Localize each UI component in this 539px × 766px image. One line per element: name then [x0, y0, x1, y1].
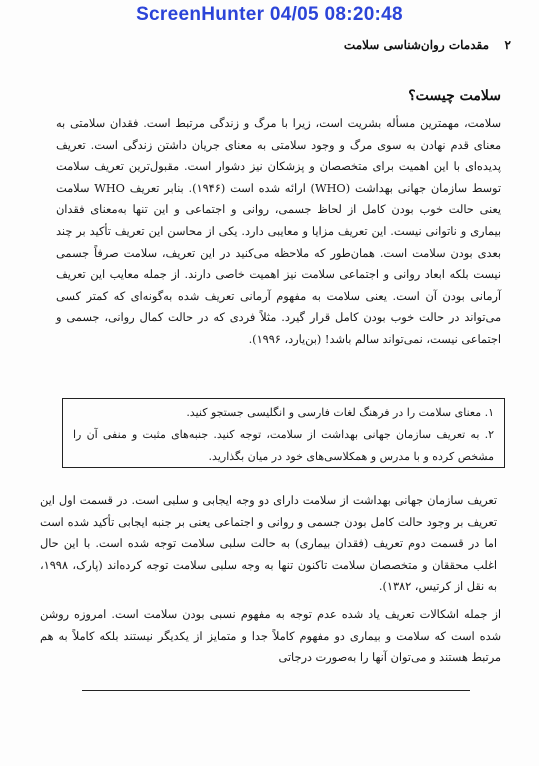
- screenhunter-watermark: ScreenHunter 04/05 08:20:48: [136, 4, 403, 25]
- paragraph-definition: سلامت، مهمترین مسأله بشریت است، زیرا با مرگ و زندگی مرتبط است. فقدان سلامتی به معنای قدم نهادن به سوی مرگ و وجود سلامتی به معنای جریان داشتن زندگی است. تعریف پدیده‌ای با این اهمیت برای متخصصان و پزشکان نیز دشوار است. مقبول‌ترین تعریف سلامت توسط سازمان جهانی بهداشت (WHO) ارائه شده است (۱۹۴۶). بنابر تعریف WHO سلامت یعنی حالت خوب بودن کامل از لحاظ جسمی، روانی و اجتماعی و این تنها به‌معنای فقدان بیماری و ناتوانی نیست. این تعریف مزایا و معایبی دارد. یکی از محاسن این تعریف تأکید بر چند بعدی بودن سلامت است. همان‌طور که ملاحظه می‌کنید در این تعریف، سلامت صرفاً جسمی نیست بلکه ابعاد روانی و اجتماعی سلامت نیز اهمیت خاصی دارند. از جمله معایب این تعریف آرمانی بودن آن است. یعنی سلامت به مفهوم آرمانی تعریف شده به‌گونه‌ای که کمتر کسی می‌تواند در حالت خوب بودن کامل قرار گیرد. مثلاً فردی که در حالت کمال روانی، جسمی و اجتماعی نیست، نمی‌تواند سالم باشد! (بن‌یارد، ۱۹۹۶).: [56, 117, 501, 346]
- exercise-item-2: ۲. به تعریف سازمان جهانی بهداشت از سلامت، توجه کنید. جنبه‌های مثبت و منفی آن را مشخص کرده و با مدرس و همکلاسی‌های خود در میان بگذارید.: [73, 428, 494, 463]
- footnote-divider: [82, 690, 470, 691]
- running-title: مقدمات روان‌شناسی سلامت: [343, 38, 489, 52]
- paragraph-who-definition: تعریف سازمان جهانی بهداشت از سلامت دارای دو وجه ایجابی و سلبی است. در قسمت اول این تعریف بر وجود حالت کامل بودن جسمی و روانی و اجتماعی یعنی بر جنبه ایجابی تأکید شده است اما در قسمت دوم تعریف (فقدان بیماری) به حالت سلبی سلامت توجه شده است. با این حال اغلب محققان و متخصصان سلامت تاکنون تنها به وجه سلبی سلامت توجه کرده‌اند (پارک، ۱۹۹۸، به نقل از کرتیس، ۱۳۸۲).: [40, 494, 497, 594]
- paragraph-relative-health: از جمله اشکالات تعریف یاد شده عدم توجه به مفهوم نسبی بودن سلامت است. امروزه روشن شده است که سلامت و بیماری دو مفهوم کاملاً جدا و متمایز از یکدیگر نیستند بلکه کاملاً به هم مرتبط هستند و می‌توان آنها را به‌صورت درجاتی: [40, 608, 501, 665]
- exercise-box: [62, 398, 505, 468]
- page-number: ۲: [504, 38, 511, 52]
- exercise-item-1: ۱. معنای سلامت را در فرهنگ لغات فارسی و انگلیسی جستجو کنید.: [186, 406, 494, 419]
- page-header: [50, 36, 511, 58]
- section-heading: سلامت چیست؟: [408, 88, 501, 104]
